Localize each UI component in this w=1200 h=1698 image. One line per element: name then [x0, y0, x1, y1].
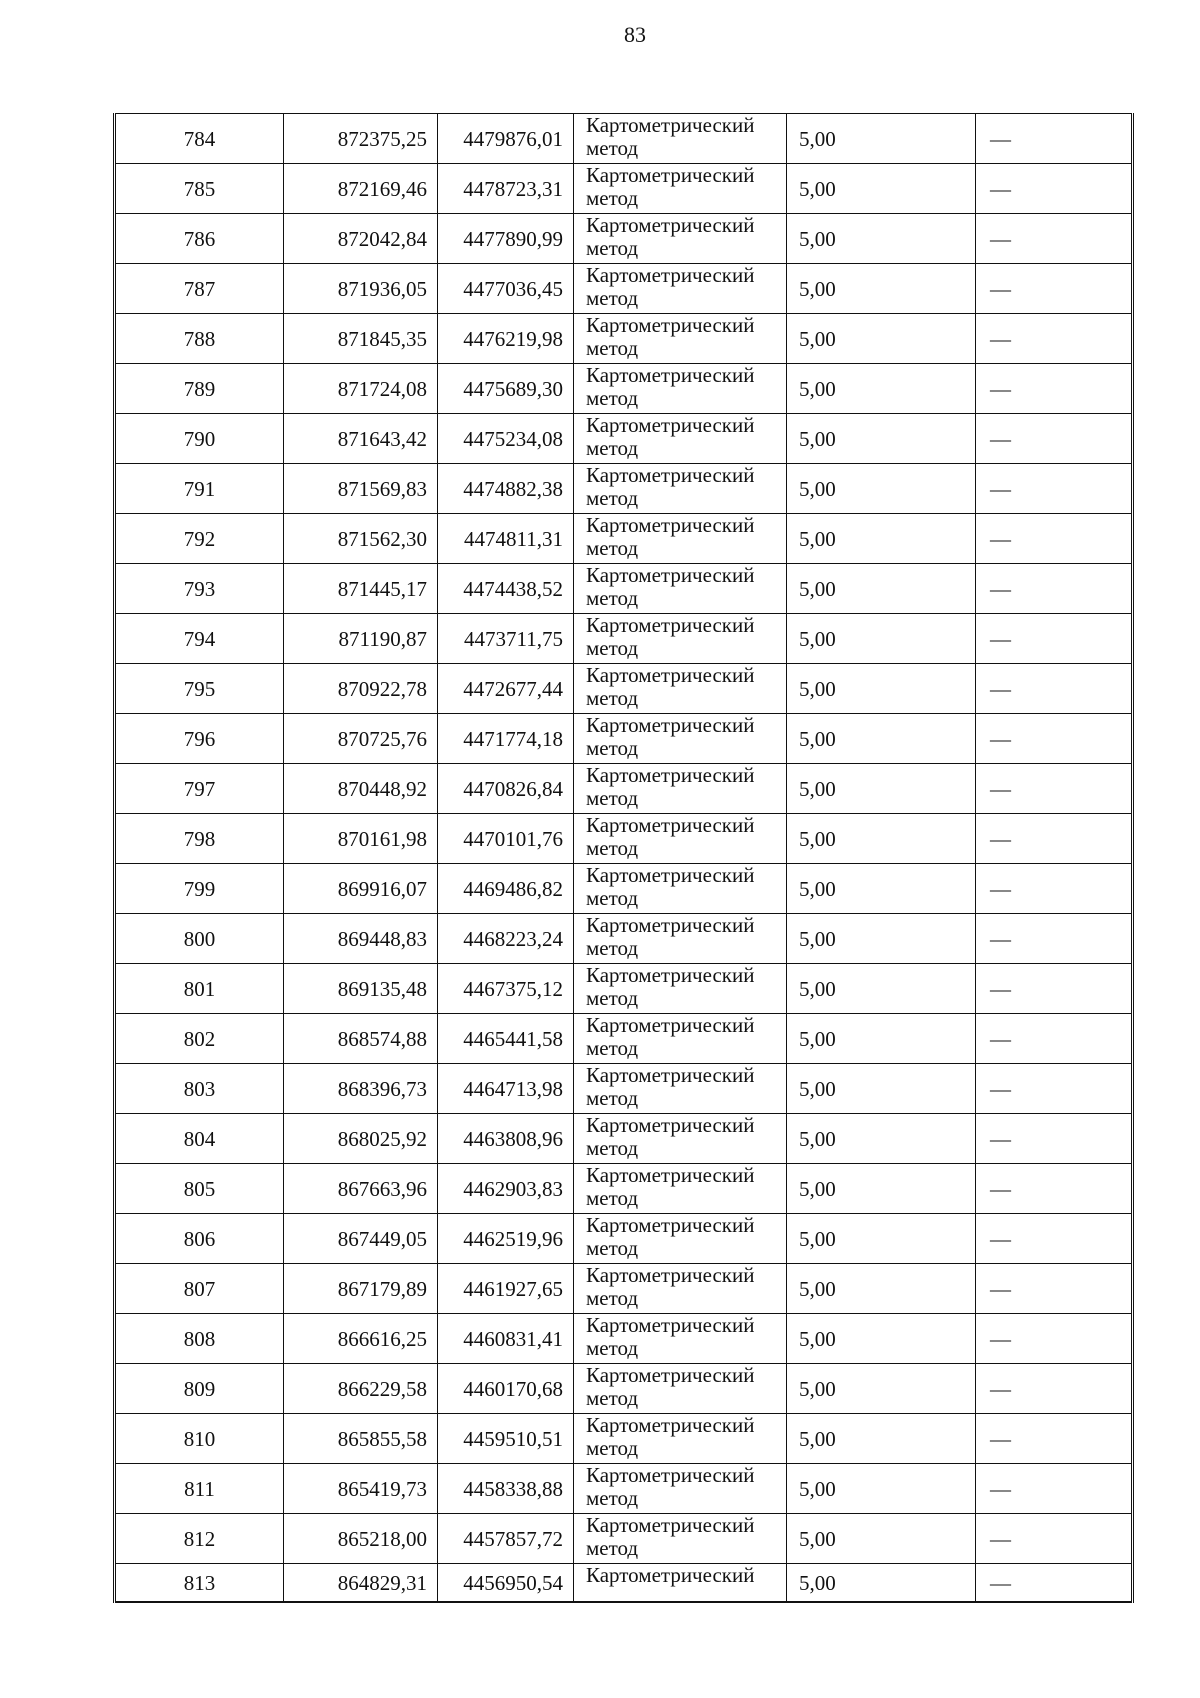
table-row — [115, 564, 1133, 614]
description-cell: — — [976, 364, 1133, 414]
method-line-2: метод — [586, 1136, 639, 1160]
x-coordinate-cell: 871569,83 — [284, 464, 438, 514]
description-cell: — — [976, 1564, 1133, 1603]
method-line-2: метод — [586, 186, 639, 210]
point-number-cell: 800 — [115, 914, 284, 964]
method-line-2: метод — [586, 1086, 639, 1110]
y-coordinate-cell: 4464713,98 — [438, 1064, 574, 1114]
description-cell: — — [976, 814, 1133, 864]
method-line-2: метод — [586, 136, 639, 160]
method-line-2: метод — [586, 1436, 639, 1460]
method-cell — [574, 514, 787, 564]
method-line-2: метод — [586, 1036, 639, 1060]
method-line-1: Картометрический — [586, 1413, 755, 1437]
table-row — [115, 1064, 1133, 1114]
description-cell: — — [976, 764, 1133, 814]
method-line-1: Картометрический — [586, 913, 755, 937]
table-row — [115, 864, 1133, 914]
description-cell: — — [976, 1514, 1133, 1564]
page-number: 83 — [624, 22, 646, 47]
accuracy-cell: 5,00 — [787, 164, 976, 214]
accuracy-cell: 5,00 — [787, 714, 976, 764]
description-cell: — — [976, 1264, 1133, 1314]
method-cell — [574, 864, 787, 914]
table-row — [115, 1264, 1133, 1314]
x-coordinate-cell: 866229,58 — [284, 1364, 438, 1414]
table-row — [115, 764, 1133, 814]
point-number-cell: 785 — [115, 164, 284, 214]
method-line-1: Картометрический — [586, 813, 755, 837]
method-cell — [574, 1064, 787, 1114]
method-line-1: Картометрический — [586, 1213, 755, 1237]
x-coordinate-cell: 869916,07 — [284, 864, 438, 914]
method-line-1: Картометрический — [586, 1513, 755, 1537]
method-cell — [574, 1114, 787, 1164]
y-coordinate-cell: 4461927,65 — [438, 1264, 574, 1314]
method-cell — [574, 1464, 787, 1514]
method-line-1: Картометрический — [586, 763, 755, 787]
method-line-1: Картометрический — [586, 213, 755, 237]
method-cell — [574, 764, 787, 814]
method-cell — [574, 1014, 787, 1064]
accuracy-cell: 5,00 — [787, 1164, 976, 1214]
y-coordinate-cell: 4470101,76 — [438, 814, 574, 864]
method-cell — [574, 464, 787, 514]
x-coordinate-cell: 865218,00 — [284, 1514, 438, 1564]
table-row — [115, 1464, 1133, 1514]
method-line-2: метод — [586, 1236, 639, 1260]
table-row — [115, 1564, 1133, 1603]
x-coordinate-cell: 872375,25 — [284, 114, 438, 164]
y-coordinate-cell: 4476219,98 — [438, 314, 574, 364]
method-line-2: метод — [586, 936, 639, 960]
x-coordinate-cell: 872042,84 — [284, 214, 438, 264]
point-number-cell: 799 — [115, 864, 284, 914]
y-coordinate-cell: 4465441,58 — [438, 1014, 574, 1064]
point-number-cell: 794 — [115, 614, 284, 664]
x-coordinate-cell: 868574,88 — [284, 1014, 438, 1064]
method-line-1: Картометрический — [586, 1463, 755, 1487]
point-number-cell: 788 — [115, 314, 284, 364]
method-line-1: Картометрический — [586, 613, 755, 637]
accuracy-cell: 5,00 — [787, 1064, 976, 1114]
description-cell: — — [976, 264, 1133, 314]
description-cell: — — [976, 714, 1133, 764]
description-cell: — — [976, 114, 1133, 164]
table-row — [115, 1364, 1133, 1414]
method-cell — [574, 1214, 787, 1264]
table-row — [115, 264, 1133, 314]
method-cell — [574, 1314, 787, 1364]
point-number-cell: 807 — [115, 1264, 284, 1314]
table-row — [115, 464, 1133, 514]
accuracy-cell: 5,00 — [787, 414, 976, 464]
table-row — [115, 1514, 1133, 1564]
description-cell: — — [976, 964, 1133, 1014]
accuracy-cell: 5,00 — [787, 614, 976, 664]
y-coordinate-cell: 4458338,88 — [438, 1464, 574, 1514]
method-line-2: метод — [586, 686, 639, 710]
point-number-cell: 797 — [115, 764, 284, 814]
accuracy-cell: 5,00 — [787, 264, 976, 314]
method-line-2: метод — [586, 636, 639, 660]
method-cell — [574, 1264, 787, 1314]
method-line-2: метод — [586, 286, 639, 310]
accuracy-cell: 5,00 — [787, 914, 976, 964]
point-number-cell: 803 — [115, 1064, 284, 1114]
point-number-cell: 792 — [115, 514, 284, 564]
method-cell — [574, 1364, 787, 1414]
coordinates-table-body — [115, 114, 1133, 1603]
y-coordinate-cell: 4475234,08 — [438, 414, 574, 464]
coordinates-table — [113, 113, 1134, 1603]
method-line-1: Картометрический — [586, 1163, 755, 1187]
method-line-2: метод — [586, 436, 639, 460]
x-coordinate-cell: 871562,30 — [284, 514, 438, 564]
table-row — [115, 814, 1133, 864]
x-coordinate-cell: 871936,05 — [284, 264, 438, 314]
point-number-cell: 808 — [115, 1314, 284, 1364]
method-line-1: Картометрический — [586, 513, 755, 537]
method-cell — [574, 1164, 787, 1214]
y-coordinate-cell: 4475689,30 — [438, 364, 574, 414]
description-cell: — — [976, 1114, 1133, 1164]
x-coordinate-cell: 870448,92 — [284, 764, 438, 814]
y-coordinate-cell: 4462903,83 — [438, 1164, 574, 1214]
method-line-2: метод — [586, 1186, 639, 1210]
accuracy-cell: 5,00 — [787, 1214, 976, 1264]
x-coordinate-cell: 870161,98 — [284, 814, 438, 864]
method-line-1: Картометрический — [586, 1363, 755, 1387]
x-coordinate-cell: 871643,42 — [284, 414, 438, 464]
accuracy-cell: 5,00 — [787, 114, 976, 164]
accuracy-cell: 5,00 — [787, 814, 976, 864]
method-line-2: метод — [586, 886, 639, 910]
method-line-1: Картометрический — [586, 313, 755, 337]
table-row — [115, 1414, 1133, 1464]
method-cell — [574, 614, 787, 664]
y-coordinate-cell: 4462519,96 — [438, 1214, 574, 1264]
method-cell — [574, 364, 787, 414]
x-coordinate-cell: 869448,83 — [284, 914, 438, 964]
y-coordinate-cell: 4459510,51 — [438, 1414, 574, 1464]
point-number-cell: 787 — [115, 264, 284, 314]
method-cell — [574, 964, 787, 1014]
accuracy-cell: 5,00 — [787, 764, 976, 814]
method-line-2: метод — [586, 236, 639, 260]
point-number-cell: 796 — [115, 714, 284, 764]
method-line-1: Картометрический — [586, 1063, 755, 1087]
x-coordinate-cell: 871724,08 — [284, 364, 438, 414]
point-number-cell: 786 — [115, 214, 284, 264]
method-line-2: метод — [586, 1286, 639, 1310]
method-cell — [574, 164, 787, 214]
method-cell — [574, 814, 787, 864]
table-row — [115, 914, 1133, 964]
description-cell: — — [976, 864, 1133, 914]
description-cell: — — [976, 664, 1133, 714]
point-number-cell: 791 — [115, 464, 284, 514]
table-row — [115, 664, 1133, 714]
method-line-1: Картометрический — [586, 713, 755, 737]
description-cell: — — [976, 514, 1133, 564]
y-coordinate-cell: 4456950,54 — [438, 1564, 574, 1603]
table-row — [115, 964, 1133, 1014]
table-row — [115, 1314, 1133, 1364]
point-number-cell: 812 — [115, 1514, 284, 1564]
method-cell — [574, 1564, 787, 1603]
table-row — [115, 1114, 1133, 1164]
y-coordinate-cell: 4474882,38 — [438, 464, 574, 514]
point-number-cell: 810 — [115, 1414, 284, 1464]
description-cell: — — [976, 1014, 1133, 1064]
description-cell: — — [976, 164, 1133, 214]
y-coordinate-cell: 4468223,24 — [438, 914, 574, 964]
accuracy-cell: 5,00 — [787, 964, 976, 1014]
point-number-cell: 805 — [115, 1164, 284, 1214]
method-line-1: Картометрический — [586, 563, 755, 587]
description-cell: — — [976, 564, 1133, 614]
y-coordinate-cell: 4460831,41 — [438, 1314, 574, 1364]
table-row — [115, 314, 1133, 364]
description-cell: — — [976, 214, 1133, 264]
x-coordinate-cell: 867179,89 — [284, 1264, 438, 1314]
method-cell — [574, 564, 787, 614]
table-row — [115, 614, 1133, 664]
y-coordinate-cell: 4469486,82 — [438, 864, 574, 914]
x-coordinate-cell: 865419,73 — [284, 1464, 438, 1514]
table-row — [115, 1014, 1133, 1064]
y-coordinate-cell: 4470826,84 — [438, 764, 574, 814]
method-line-2: метод — [586, 736, 639, 760]
point-number-cell: 809 — [115, 1364, 284, 1414]
y-coordinate-cell: 4478723,31 — [438, 164, 574, 214]
y-coordinate-cell: 4477890,99 — [438, 214, 574, 264]
accuracy-cell: 5,00 — [787, 1514, 976, 1564]
accuracy-cell: 5,00 — [787, 1014, 976, 1064]
y-coordinate-cell: 4460170,68 — [438, 1364, 574, 1414]
point-number-cell: 784 — [115, 114, 284, 164]
method-line-1: Картометрический — [586, 463, 755, 487]
method-line-2: метод — [586, 1386, 639, 1410]
method-line-1: Картометрический — [586, 1113, 755, 1137]
y-coordinate-cell: 4467375,12 — [438, 964, 574, 1014]
method-line-1: Картометрический — [586, 113, 755, 137]
accuracy-cell: 5,00 — [787, 1314, 976, 1364]
table-row — [115, 714, 1133, 764]
description-cell: — — [976, 1214, 1133, 1264]
point-number-cell: 806 — [115, 1214, 284, 1264]
y-coordinate-cell: 4457857,72 — [438, 1514, 574, 1564]
method-cell — [574, 664, 787, 714]
point-number-cell: 793 — [115, 564, 284, 614]
accuracy-cell: 5,00 — [787, 1564, 976, 1603]
method-line-1: Картометрический — [586, 1313, 755, 1337]
x-coordinate-cell: 871445,17 — [284, 564, 438, 614]
method-cell — [574, 414, 787, 464]
description-cell: — — [976, 464, 1133, 514]
point-number-cell: 802 — [115, 1014, 284, 1064]
y-coordinate-cell: 4473711,75 — [438, 614, 574, 664]
point-number-cell: 789 — [115, 364, 284, 414]
accuracy-cell: 5,00 — [787, 864, 976, 914]
method-line-2: метод — [586, 836, 639, 860]
x-coordinate-cell: 864829,31 — [284, 1564, 438, 1603]
accuracy-cell: 5,00 — [787, 464, 976, 514]
method-line-2: метод — [586, 786, 639, 810]
table-row — [115, 1164, 1133, 1214]
x-coordinate-cell: 872169,46 — [284, 164, 438, 214]
y-coordinate-cell: 4474811,31 — [438, 514, 574, 564]
point-number-cell: 804 — [115, 1114, 284, 1164]
y-coordinate-cell: 4471774,18 — [438, 714, 574, 764]
method-line-2: метод — [586, 386, 639, 410]
method-line-1: Картометрический — [586, 1263, 755, 1287]
method-cell — [574, 264, 787, 314]
point-number-cell: 790 — [115, 414, 284, 464]
x-coordinate-cell: 870922,78 — [284, 664, 438, 714]
y-coordinate-cell: 4472677,44 — [438, 664, 574, 714]
method-line-1: Картометрический — [586, 663, 755, 687]
method-line-1: Картометрический — [586, 163, 755, 187]
x-coordinate-cell: 868396,73 — [284, 1064, 438, 1114]
accuracy-cell: 5,00 — [787, 1464, 976, 1514]
description-cell: — — [976, 1464, 1133, 1514]
x-coordinate-cell: 869135,48 — [284, 964, 438, 1014]
method-line-2: метод — [586, 336, 639, 360]
method-cell — [574, 1414, 787, 1464]
accuracy-cell: 5,00 — [787, 1114, 976, 1164]
point-number-cell: 811 — [115, 1464, 284, 1514]
method-cell — [574, 314, 787, 364]
method-line-2: метод — [586, 536, 639, 560]
x-coordinate-cell: 867449,05 — [284, 1214, 438, 1264]
table-row — [115, 214, 1133, 264]
accuracy-cell: 5,00 — [787, 1364, 976, 1414]
table-row — [115, 414, 1133, 464]
description-cell: — — [976, 1314, 1133, 1364]
method-cell — [574, 114, 787, 164]
description-cell: — — [976, 414, 1133, 464]
method-line-1: Картометрический — [586, 1013, 755, 1037]
method-cell — [574, 214, 787, 264]
method-line-1: Картометрический — [586, 1563, 755, 1587]
method-line-2: метод — [586, 1336, 639, 1360]
y-coordinate-cell: 4474438,52 — [438, 564, 574, 614]
description-cell: — — [976, 1164, 1133, 1214]
table-row — [115, 364, 1133, 414]
y-coordinate-cell: 4479876,01 — [438, 114, 574, 164]
accuracy-cell: 5,00 — [787, 564, 976, 614]
accuracy-cell: 5,00 — [787, 314, 976, 364]
accuracy-cell: 5,00 — [787, 664, 976, 714]
method-cell — [574, 1514, 787, 1564]
x-coordinate-cell: 868025,92 — [284, 1114, 438, 1164]
accuracy-cell: 5,00 — [787, 364, 976, 414]
point-number-cell: 801 — [115, 964, 284, 1014]
table-row — [115, 1214, 1133, 1264]
x-coordinate-cell: 867663,96 — [284, 1164, 438, 1214]
method-line-2: метод — [586, 1536, 639, 1560]
method-line-1: Картометрический — [586, 413, 755, 437]
point-number-cell: 813 — [115, 1564, 284, 1603]
method-line-1: Картометрический — [586, 963, 755, 987]
table-row — [115, 164, 1133, 214]
description-cell: — — [976, 914, 1133, 964]
point-number-cell: 798 — [115, 814, 284, 864]
x-coordinate-cell: 866616,25 — [284, 1314, 438, 1364]
accuracy-cell: 5,00 — [787, 1414, 976, 1464]
method-line-1: Картометрический — [586, 863, 755, 887]
x-coordinate-cell: 871845,35 — [284, 314, 438, 364]
description-cell: — — [976, 614, 1133, 664]
table-row — [115, 514, 1133, 564]
method-line-2: метод — [586, 486, 639, 510]
description-cell: — — [976, 1414, 1133, 1464]
accuracy-cell: 5,00 — [787, 1264, 976, 1314]
description-cell: — — [976, 1364, 1133, 1414]
description-cell: — — [976, 1064, 1133, 1114]
accuracy-cell: 5,00 — [787, 214, 976, 264]
accuracy-cell: 5,00 — [787, 514, 976, 564]
x-coordinate-cell: 870725,76 — [284, 714, 438, 764]
table-row — [115, 114, 1133, 164]
method-line-1: Картометрический — [586, 363, 755, 387]
x-coordinate-cell: 865855,58 — [284, 1414, 438, 1464]
y-coordinate-cell: 4463808,96 — [438, 1114, 574, 1164]
method-line-2: метод — [586, 1486, 639, 1510]
method-cell — [574, 714, 787, 764]
method-line-2: метод — [586, 586, 639, 610]
point-number-cell: 795 — [115, 664, 284, 714]
y-coordinate-cell: 4477036,45 — [438, 264, 574, 314]
method-cell — [574, 914, 787, 964]
description-cell: — — [976, 314, 1133, 364]
x-coordinate-cell: 871190,87 — [284, 614, 438, 664]
method-line-2: метод — [586, 986, 639, 1010]
method-line-1: Картометрический — [586, 263, 755, 287]
